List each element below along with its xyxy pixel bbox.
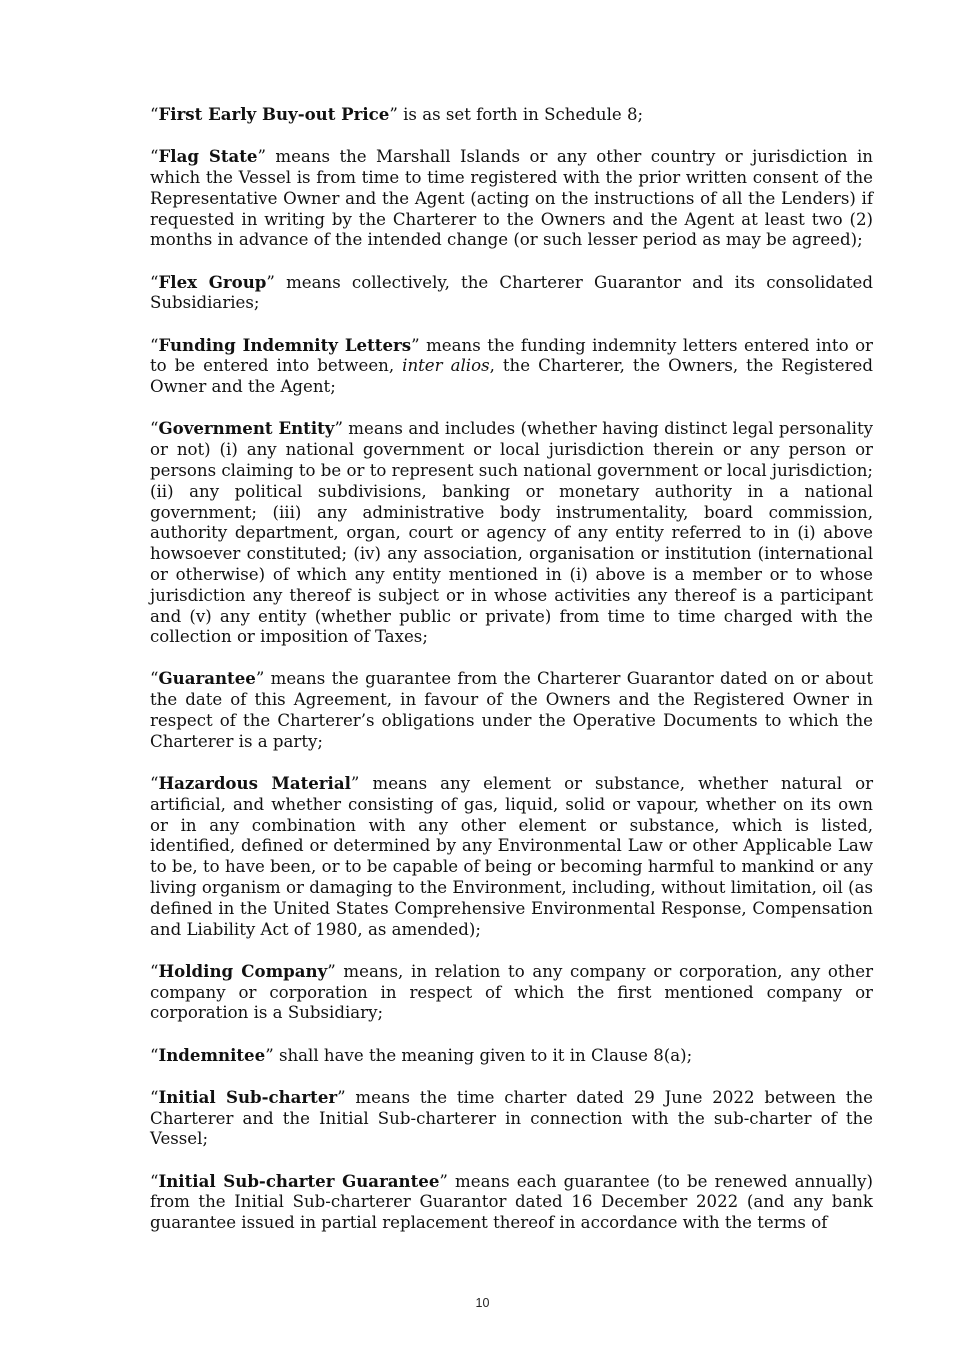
defined-term: Initial Sub-charter Guarantee	[158, 1170, 440, 1191]
quote-close: ”	[334, 419, 343, 439]
definition-text: is as set forth in Schedule 8;	[397, 105, 644, 124]
definition-text: shall have the meaning given to it in Clause 8(a);	[273, 1045, 693, 1065]
definition-guarantee	[150, 668, 873, 752]
definition-text: means, in relation to any company or corporation, any other company or corporation in respect of which the first mentioned company or corporation is a Subsidiary;	[150, 961, 874, 1023]
defined-term: Government Entity	[158, 418, 335, 439]
definition-text: means the Marshall Islands or any other country or jurisdiction in which the Vessel is from time to time registered with the prior written consent of the Representative Owner and the Agent (acting on the instructions of all the Lenders) if requested in writing by the Charterer to the Owners and the Agent at least two (2) months in advance of the intended change (or such lesser period as may be agreed);	[150, 147, 873, 250]
quote-close: ”	[257, 147, 266, 167]
defined-term: Flex Group	[158, 271, 267, 292]
quote-open: “	[150, 669, 159, 689]
definition-text: means collectively, the Charterer Guarantor and its consolidated Subsidiaries;	[150, 272, 873, 313]
quote-open: “	[150, 774, 159, 794]
definition-flex-group	[150, 272, 873, 315]
defined-term: Indemnitee	[158, 1044, 266, 1065]
definition-hazardous-material	[150, 773, 873, 940]
quote-close: ”	[327, 961, 336, 981]
quote-open: “	[150, 147, 159, 167]
defined-term: Funding Indemnity Letters	[158, 334, 412, 355]
definition-text-after: , the Charterer, the Owners, the Registered Owner and the Agent;	[150, 356, 873, 397]
definition-initial-sub-charter	[150, 1087, 873, 1150]
quote-open: “	[150, 419, 159, 439]
quote-close: ”	[337, 1087, 346, 1107]
quote-close: ”	[266, 272, 275, 292]
definition-text-italic: inter alios	[402, 356, 490, 376]
defined-term: Initial Sub-charter	[158, 1086, 338, 1107]
definition-flag-state	[150, 146, 873, 251]
quote-open: “	[150, 1087, 159, 1107]
page-number: 10	[475, 1296, 490, 1310]
quote-open: “	[150, 105, 159, 124]
defined-term: First Early Buy-out Price	[158, 104, 390, 124]
definition-text: means the time charter dated 29 June 2022 between the Charterer and the Initial Sub-charterer in connection with the sub-charter of the Vessel;	[150, 1087, 873, 1149]
quote-open: “	[150, 1045, 159, 1065]
quote-open: “	[150, 272, 159, 292]
quote-open: “	[150, 961, 159, 981]
definition-text: means each guarantee (to be renewed annually) from the Initial Sub-charterer Guarantor dated 16 December 2022 (and any bank guarantee issued in partial replacement thereof in accordance with the terms of	[150, 1171, 873, 1233]
quote-close: ”	[389, 105, 398, 124]
quote-close: ”	[350, 774, 360, 794]
definition-text-before: means the funding indemnity letters entered into or to be entered into between,	[150, 335, 873, 376]
defined-term: Guarantee	[158, 668, 256, 689]
definitions-list	[150, 104, 873, 1254]
definition-text: means and includes (whether having distinct legal personality or not) (i) any national government or local jurisdiction therein or any person or persons claiming to be or to represent such national government or local jurisdiction; (ii) any political subdivisions, banking or monetary authority in a national government; (iii) any administrative body instrumentality, board commission, authority department, organ, court or agency of any entity referred to in (i) above howsoever constituted; (iv) any association, organisation or institution (international or otherwise) of which any entity mentioned in (i) above is a member or to whose jurisdiction any thereof is subject or in whose activities any thereof is a participant and (v) any entity (whether public or private) from time to time charged with the collection or imposition of Taxes;	[150, 419, 873, 647]
definition-first-early-buy-out-price	[150, 104, 873, 126]
definition-funding-indemnity-letters	[150, 335, 873, 398]
definition-initial-sub-charter-guarantee	[150, 1171, 873, 1234]
defined-term: Holding Company	[158, 960, 328, 981]
quote-close: ”	[411, 335, 420, 355]
quote-close: ”	[255, 669, 265, 689]
definition-text: means the guarantee from the Charterer Guarantor dated on or about the date of this Agreement, in favour of the Owners and the Registered Owner in respect of the Charterer’s obligations under the Operative Documents to which the Charterer is a party;	[150, 669, 873, 751]
quote-open: “	[150, 335, 159, 355]
quote-open: “	[150, 1171, 159, 1191]
definition-text: means any element or substance, whether natural or artificial, and whether consisting of gas, liquid, solid or vapour, whether on its own or in any combination with any other element or substance, which is listed, identified, defined or determined by any Environmental Law or other Applicable Law to be, to have been, or to be capable of being or becoming harmful to mankind or any living organism or damaging to the Environment, including, without limitation, oil (as defined in the United States Comprehensive Environmental Response, Compensation and Liability Act of 1980, as amended);	[150, 774, 873, 939]
quote-close: ”	[265, 1045, 274, 1065]
defined-term: Flag State	[158, 146, 258, 167]
definition-indemnitee	[150, 1045, 873, 1067]
quote-close: ”	[439, 1171, 448, 1191]
definition-holding-company	[150, 961, 873, 1024]
defined-term: Hazardous Material	[158, 773, 351, 794]
definition-government-entity	[150, 418, 873, 648]
